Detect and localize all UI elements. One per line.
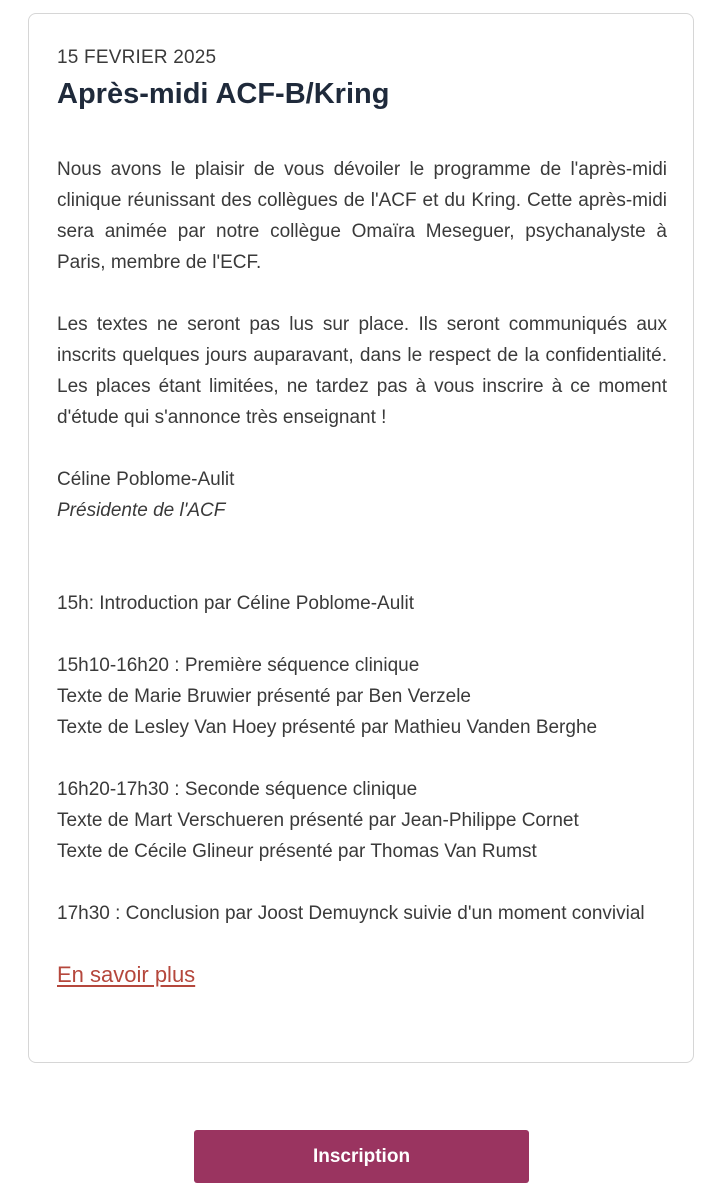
programme-line: 15h10-16h20 : Première séquence clinique bbox=[57, 655, 420, 676]
programme-line: Texte de Marie Bruwier présenté par Ben Verzele bbox=[57, 686, 471, 707]
register-button[interactable]: Inscription bbox=[194, 1130, 529, 1183]
signature-name: Céline Poblome-Aulit bbox=[57, 469, 235, 490]
programme-line: 16h20-17h30 : Seconde séquence clinique bbox=[57, 779, 418, 800]
programme-block bbox=[57, 588, 667, 619]
programme-line: 17h30 : Conclusion par Joost Demuynck suivie d'un moment convivial bbox=[57, 903, 645, 924]
signature bbox=[57, 464, 667, 526]
programme-line: Texte de Lesley Van Hoey présenté par Mathieu Vanden Berghe bbox=[57, 717, 598, 738]
event-card-content bbox=[57, 46, 667, 989]
event-card bbox=[28, 13, 694, 1063]
event-date: 15 FEVRIER 2025 bbox=[57, 47, 217, 68]
programme-line: Texte de Mart Verschueren présenté par Jean-Philippe Cornet bbox=[57, 810, 579, 831]
programme-line: Texte de Cécile Glineur présenté par Thomas Van Rumst bbox=[57, 841, 537, 862]
description-paragraph: Nous avons le plaisir de vous dévoiler le programme de l'après-midi clinique réunissant des collègues de l'ACF et du Kring. Cette après-midi sera animée par notre collègue Omaïra Meseguer, psychanalyste à Paris, membre de l'ECF. bbox=[57, 159, 667, 273]
more-info-link[interactable]: En savoir plus bbox=[57, 962, 196, 987]
signature-role: Présidente de l'ACF bbox=[57, 500, 226, 521]
programme-block bbox=[57, 898, 667, 929]
programme-line: 15h: Introduction par Céline Poblome-Aulit bbox=[57, 593, 414, 614]
event-title: Après-midi ACF-B/Kring bbox=[57, 78, 390, 110]
event-description bbox=[57, 154, 667, 433]
programme-block bbox=[57, 650, 667, 743]
programme bbox=[57, 588, 667, 929]
programme-block bbox=[57, 774, 667, 867]
description-paragraph: Les textes ne seront pas lus sur place. Ils seront communiqués aux inscrits quelques jours auparavant, dans le respect de la confidentialité. Les places étant limitées, ne tardez pas à vous inscrire à ce moment d'étude qui s'annonce très enseignant ! bbox=[57, 314, 667, 428]
